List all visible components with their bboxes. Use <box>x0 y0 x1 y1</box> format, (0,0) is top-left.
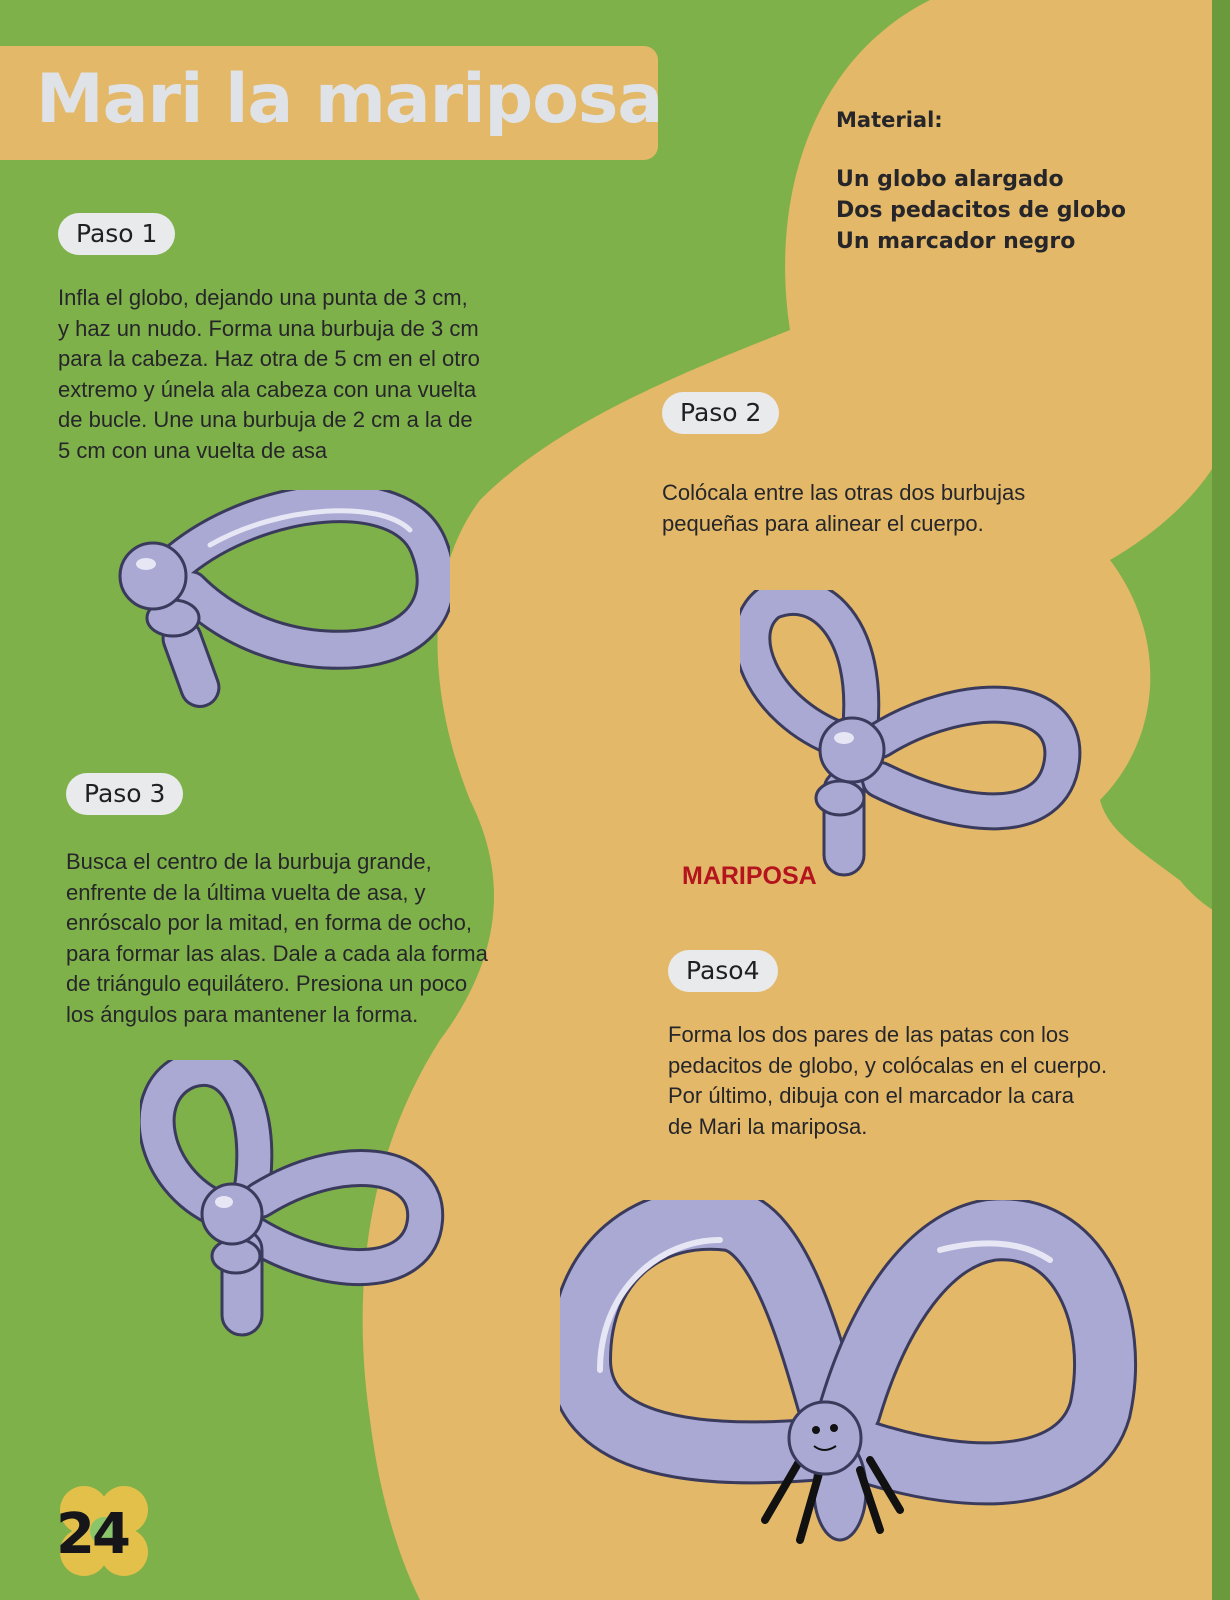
material-item: Un globo alargado <box>836 167 1064 192</box>
material-item: Dos pedacitos de globo <box>836 198 1126 223</box>
balloon-figure-eight-illustration <box>140 1060 460 1350</box>
step-1-label: Paso 1 <box>58 213 175 255</box>
page-number: 24 <box>56 1502 128 1567</box>
page-title: Mari la mariposa <box>36 60 663 139</box>
step-2-text: Colócala entre las otras dos burbujas pequeñas para alinear el cuerpo. <box>662 480 1026 536</box>
step-3-text: Busca el centro de la burbuja grande, enfrente de la última vuelta de asa, y enróscalo por la mitad, en forma de ocho, para formar las alas. Dale a cada ala forma de triángulo equilátero. Presiona un poco los ángulos para mantener la forma. <box>66 849 488 1027</box>
step-4-text: Forma los dos pares de las patas con los pedacitos de globo, y colócalas en el cuerpo. Por último, dibuja con el marcador la cara de Mari la mariposa. <box>668 1022 1108 1139</box>
butterfly-balloon-illustration <box>560 1200 1160 1580</box>
step-3-label: Paso 3 <box>66 773 183 815</box>
material-heading: Material: <box>836 108 943 132</box>
step-4-label: Paso4 <box>668 950 778 992</box>
material-item: Un marcador negro <box>836 229 1076 254</box>
material-list <box>836 164 1126 257</box>
material-section <box>836 108 1126 257</box>
watermark-text: MARIPOSA <box>682 862 817 890</box>
balloon-loop-illustration <box>110 490 450 720</box>
balloon-two-loops-illustration <box>740 590 1090 900</box>
step-1-text: Infla el globo, dejando una punta de 3 cm, y haz un nudo. Forma una burbuja de 3 cm para la cabeza. Haz otra de 5 cm en el otro extremo y únela ala cabeza con una vuelta de bucle. Une una burbuja de 2 cm a la de 5 cm con una vuelta de asa <box>58 285 480 463</box>
step-2-label: Paso 2 <box>662 392 779 434</box>
